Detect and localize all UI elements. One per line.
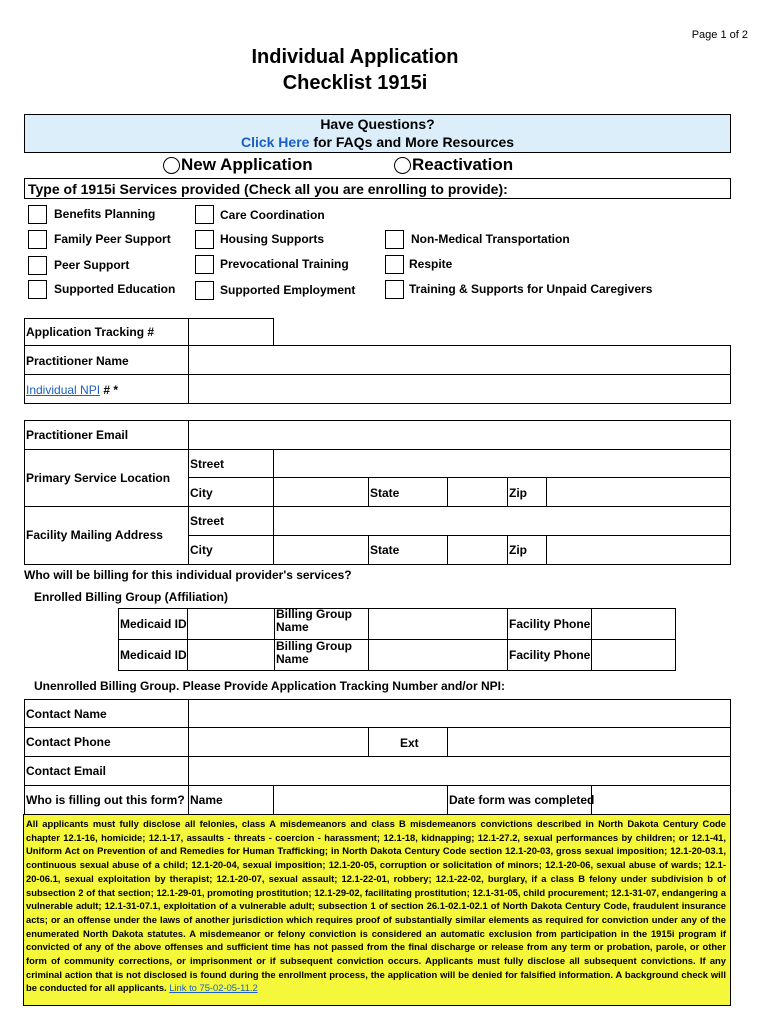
- services-heading: Type of 1915i Services provided (Check all you are enrolling to provide):: [24, 178, 731, 199]
- checkbox-supported-employment[interactable]: [195, 281, 214, 300]
- primary-location-label: Primary Service Location: [26, 471, 171, 485]
- questions-line: Click Here for FAQs and More Resources: [240, 134, 515, 150]
- contact-phone-input[interactable]: [188, 727, 369, 757]
- facility-street-label: Street: [190, 514, 225, 528]
- contact-name-input[interactable]: [188, 699, 731, 728]
- facility-city-input[interactable]: [273, 535, 369, 565]
- label-housing-supports: Housing Supports: [220, 232, 324, 246]
- checkbox-non-medical-transportation[interactable]: [385, 230, 404, 249]
- page-subtitle: Checklist 1915i: [282, 72, 428, 94]
- page-number: Page 1 of 2: [691, 29, 748, 41]
- label-benefits-planning: Benefits Planning: [54, 207, 156, 221]
- medicaid-id-label-1: Medicaid ID: [120, 617, 187, 631]
- ext-input[interactable]: [447, 727, 731, 757]
- billing-group-input-1[interactable]: [368, 608, 508, 640]
- medicaid-id-input-1[interactable]: [187, 608, 275, 640]
- tracking-label: Application Tracking #: [26, 325, 155, 339]
- billing-group-label-2: Billing Group Name: [276, 639, 352, 666]
- primary-state-label: State: [370, 486, 400, 500]
- billing-group-label-1: Billing Group Name: [276, 607, 352, 634]
- reactivation-radio[interactable]: [394, 157, 411, 174]
- checkbox-housing-supports[interactable]: [195, 230, 214, 249]
- label-supported-education: Supported Education: [54, 282, 176, 296]
- facility-street-input[interactable]: [273, 506, 731, 536]
- primary-zip-input[interactable]: [546, 477, 731, 507]
- unenrolled-billing-heading: Unenrolled Billing Group. Please Provide Application Tracking Number and/or NPI:: [34, 679, 505, 693]
- facility-mailing-label: Facility Mailing Address: [26, 528, 163, 542]
- disclosure-text: All applicants must fully disclose all felonies, class A misdemeanors and class B misdemeanors convictions described in North Dakota Century Code chapter 12.1-16, homicide; 12.1-17, assaults - threats - coercion - harassment; 12.1-18, kidnapping; 12.1-27.2, sexual performances by children; or 12.1-41, Uniform Act on Prevention of and Remedies for Human Trafficking; in North Dakota Century Code section 12.1-20-03, gross sexual imposition; 12.1-20-03.1, continuous sexual abuse of a child; 12.1-20-04, sexual imposition; 12.1-20-05, corruption or solicitation of minors; 12.1-20-06, sexual abuse of wards; 12.1-20-06.1, sexual exploitation by therapist; 12.1-20-07, sexual assault; 12.1-22-01, robbery; 12.1-22-02, burglary, if a class B felony under subdivision b of subsection 2 of that section; 12.1-29-01, promoting prostitution; 12.1-29-02, facilitating prostitution; 12.1-31-05, child procurement; 12.1-31-07, endangering a vulnerable adult; 12.1-31-07.1, exploitation of a vulnerable adult; subsection 1 of section 26.1-02.1-02.1 of North Dakota Century Code, fraudulent insurance acts; or an offense under the laws of another jurisdiction which requires proof of substantially similar elements as required for conviction under any of the enumerated North Dakota statutes. A misdemeanor or felony conviction is considered an automatic exclusion from participation in the 1915i program if convicted of any of the above offenses and sufficient time has not passed from the final discharge or release from any term or probation, parole, or other form of community corrections, or imprisonment or if subsequent conviction occurs. Applicants must fully disclose all subsequent convictions. If any criminal action that is not disclosed is found during the enrollment process, the application will be denied for falsified information. A background check will be conducted for all applicants.: [26, 818, 726, 994]
- filler-name-input[interactable]: [273, 785, 448, 815]
- date-label: Date form was completed: [449, 793, 595, 807]
- checkbox-prevocational-training[interactable]: [195, 255, 214, 274]
- who-label: Who is filling out this form?: [26, 793, 185, 807]
- checkbox-care-coordination[interactable]: [195, 205, 214, 224]
- contact-email-input[interactable]: [188, 756, 731, 786]
- label-respite: Respite: [409, 257, 453, 271]
- primary-street-label: Street: [190, 457, 225, 471]
- label-care-coordination: Care Coordination: [220, 208, 325, 222]
- checkbox-peer-support[interactable]: [28, 256, 47, 275]
- page-title: Individual Application: [251, 46, 459, 68]
- label-training-supports: Training & Supports for Unpaid Caregivers: [409, 282, 653, 296]
- tracking-input[interactable]: [188, 318, 274, 346]
- disclosure-link[interactable]: Link to 75-02-05-11.2: [169, 982, 258, 994]
- facility-phone-label-2: Facility Phone: [509, 648, 591, 662]
- billing-group-input-2[interactable]: [368, 639, 508, 671]
- practitioner-email-input[interactable]: [188, 420, 731, 450]
- label-supported-employment: Supported Employment: [220, 283, 356, 297]
- contact-name-label: Contact Name: [26, 707, 107, 721]
- facility-city-label: City: [190, 543, 213, 557]
- label-non-medical-transportation: Non-Medical Transportation: [411, 232, 570, 246]
- medicaid-id-label-2: Medicaid ID: [120, 648, 187, 662]
- new-application-radio[interactable]: [163, 157, 180, 174]
- facility-phone-input-2[interactable]: [591, 639, 676, 671]
- filler-name-label: Name: [190, 793, 223, 807]
- faq-link[interactable]: Click Here: [240, 134, 310, 150]
- checkbox-respite[interactable]: [385, 255, 404, 274]
- primary-zip-label: Zip: [509, 486, 527, 500]
- enrolled-billing-heading: Enrolled Billing Group (Affiliation): [34, 590, 228, 604]
- label-prevocational-training: Prevocational Training: [220, 257, 349, 271]
- facility-state-label: State: [370, 543, 400, 557]
- primary-state-input[interactable]: [447, 477, 508, 507]
- npi-label: Individual NPI # *: [26, 383, 119, 397]
- questions-box: [24, 114, 731, 153]
- billing-question: Who will be billing for this individual provider's services?: [24, 568, 352, 582]
- label-family-peer-support: Family Peer Support: [54, 232, 171, 246]
- checkbox-training-supports[interactable]: [385, 280, 404, 299]
- facility-zip-input[interactable]: [546, 535, 731, 565]
- checkbox-family-peer-support[interactable]: [28, 230, 47, 249]
- facility-zip-label: Zip: [509, 543, 527, 557]
- questions-heading: Have Questions?: [320, 116, 435, 132]
- facility-phone-label-1: Facility Phone: [509, 617, 591, 631]
- facility-state-input[interactable]: [447, 535, 508, 565]
- practitioner-name-input[interactable]: [188, 345, 731, 375]
- disclosure-box: [23, 814, 731, 1006]
- checkbox-supported-education[interactable]: [28, 280, 47, 299]
- checkbox-benefits-planning[interactable]: [28, 205, 47, 224]
- ext-label: Ext: [400, 736, 419, 750]
- date-input[interactable]: [591, 785, 731, 815]
- new-application-label: New Application: [181, 155, 313, 174]
- label-peer-support: Peer Support: [54, 258, 130, 272]
- primary-city-label: City: [190, 486, 213, 500]
- medicaid-id-input-2[interactable]: [187, 639, 275, 671]
- contact-phone-label: Contact Phone: [26, 735, 111, 749]
- reactivation-label: Reactivation: [412, 155, 514, 174]
- npi-link[interactable]: Individual NPI: [26, 383, 101, 397]
- practitioner-email-label: Practitioner Email: [26, 428, 129, 442]
- npi-input[interactable]: [188, 374, 731, 404]
- primary-city-input[interactable]: [273, 477, 369, 507]
- contact-email-label: Contact Email: [26, 764, 107, 778]
- facility-phone-input-1[interactable]: [591, 608, 676, 640]
- primary-street-input[interactable]: [273, 449, 731, 478]
- practitioner-name-label: Practitioner Name: [26, 354, 129, 368]
